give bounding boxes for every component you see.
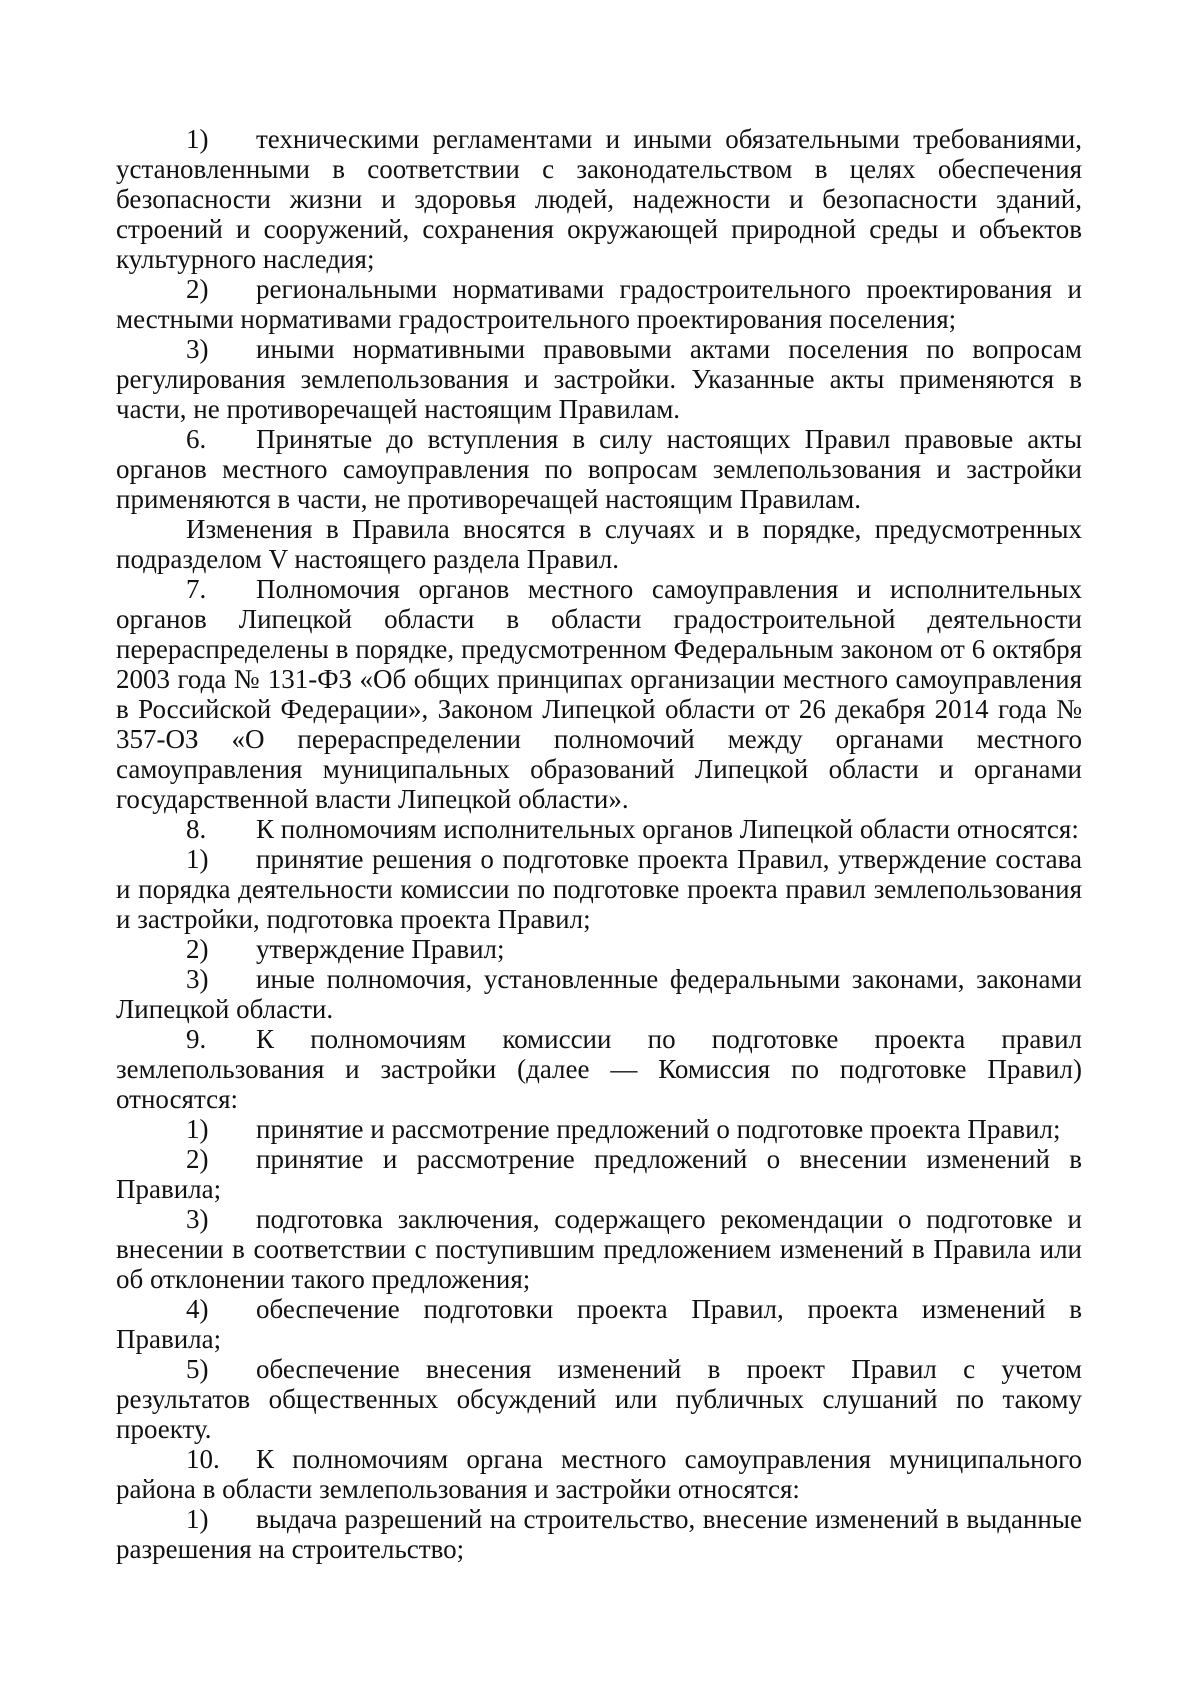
- item-number: 5): [186, 1354, 209, 1384]
- paragraph: [116, 814, 1082, 844]
- item-number: 1): [186, 1504, 209, 1534]
- item-number: 3): [186, 1204, 209, 1234]
- item-number: 3): [186, 964, 209, 994]
- paragraph-text: Принятые до вступления в силу настоящих Правил правовые акты органов местного самоуправления по вопросам землепользования и застройки применяются в части, не противоречащей настоящим Правилам.: [116, 424, 1082, 514]
- paragraph-text: выдача разрешений на строительство, внесение изменений в выданные разрешения на строительство;: [116, 1504, 1082, 1564]
- paragraph: [116, 1144, 1082, 1204]
- item-number: 8.: [186, 814, 207, 844]
- item-number: 10.: [186, 1444, 220, 1474]
- document-page: [116, 124, 1082, 1564]
- paragraph-text: принятие и рассмотрение предложений о подготовке проекта Правил;: [256, 1114, 1061, 1144]
- paragraph-text: К полномочиям комиссии по подготовке проекта правил землепользования и застройки (далее — Комиссия по подготовке Правил) относятся:: [116, 1024, 1082, 1114]
- paragraph: [116, 124, 1082, 274]
- paragraph-text: К полномочиям исполнительных органов Липецкой области относятся:: [256, 814, 1079, 844]
- paragraph-text: принятие решения о подготовке проекта Правил, утверждение состава и порядка деятельности комиссии по подготовке проекта правил землепользования и застройки, подготовка проекта Правил;: [116, 844, 1082, 934]
- paragraph: [116, 424, 1082, 514]
- paragraph-text: техническими регламентами и иными обязательными требованиями, установленными в соответствии с законодательством в целях обеспечения безопасности жизни и здоровья людей, надежности и безопасности зданий, строений и сооружений, сохранения окружающей природной среды и объектов культурного наследия;: [116, 124, 1082, 274]
- item-number: 9.: [186, 1024, 207, 1054]
- paragraph: [116, 1294, 1082, 1354]
- paragraph: [116, 1204, 1082, 1294]
- paragraph: [116, 934, 1082, 964]
- paragraph-text: подготовка заключения, содержащего рекомендации о подготовке и внесении в соответствии с поступившим предложением изменений в Правила или об отклонении такого предложения;: [116, 1204, 1082, 1294]
- paragraph: [116, 274, 1082, 334]
- paragraph-text: К полномочиям органа местного самоуправления муниципального района в области землепользования и застройки относятся:: [116, 1444, 1082, 1504]
- paragraph-text: Изменения в Правила вносятся в случаях и в порядке, предусмотренных подразделом V настоящего раздела Правил.: [116, 514, 1082, 574]
- paragraph: [116, 1024, 1082, 1114]
- item-number: 7.: [186, 574, 207, 604]
- paragraph: [116, 514, 1082, 574]
- paragraph-text: обеспечение подготовки проекта Правил, проекта изменений в Правила;: [116, 1294, 1082, 1354]
- item-number: 2): [186, 1144, 209, 1174]
- paragraph-text: иными нормативными правовыми актами поселения по вопросам регулирования землепользования и застройки. Указанные акты применяются в части, не противоречащей настоящим Правилам.: [116, 334, 1082, 424]
- paragraph: [116, 1354, 1082, 1444]
- item-number: 2): [186, 934, 209, 964]
- paragraph-text: региональными нормативами градостроительного проектирования и местными нормативами градостроительного проектирования поселения;: [116, 274, 1082, 334]
- paragraph: [116, 574, 1082, 814]
- paragraph: [116, 1504, 1082, 1564]
- paragraph: [116, 844, 1082, 934]
- item-number: 1): [186, 844, 209, 874]
- paragraph-text: иные полномочия, установленные федеральными законами, законами Липецкой области.: [116, 964, 1082, 1024]
- item-number: 1): [186, 124, 209, 154]
- item-number: 2): [186, 274, 209, 304]
- paragraph: [116, 964, 1082, 1024]
- paragraph-text: обеспечение внесения изменений в проект Правил с учетом результатов общественных обсуждений или публичных слушаний по такому проекту.: [116, 1354, 1082, 1444]
- item-number: 3): [186, 334, 209, 364]
- item-number: 1): [186, 1114, 209, 1144]
- paragraph: [116, 1444, 1082, 1504]
- paragraph: [116, 334, 1082, 424]
- paragraph: [116, 1114, 1082, 1144]
- paragraph-text: Полномочия органов местного самоуправления и исполнительных органов Липецкой области в области градостроительной деятельности перераспределены в порядке, предусмотренном Федеральным законом от 6 октября 2003 года № 131-ФЗ «Об общих принципах организации местного самоуправления в Российской Федерации», Законом Липецкой области от 26 декабря 2014 года № 357-ОЗ «О перераспределении полномочий между органами местного самоуправления муниципальных образований Липецкой области и органами государственной власти Липецкой области».: [116, 574, 1082, 814]
- paragraph-text: принятие и рассмотрение предложений о внесении изменений в Правила;: [116, 1144, 1082, 1204]
- paragraph-text: утверждение Правил;: [256, 934, 505, 964]
- item-number: 6.: [186, 424, 207, 454]
- item-number: 4): [186, 1294, 209, 1324]
